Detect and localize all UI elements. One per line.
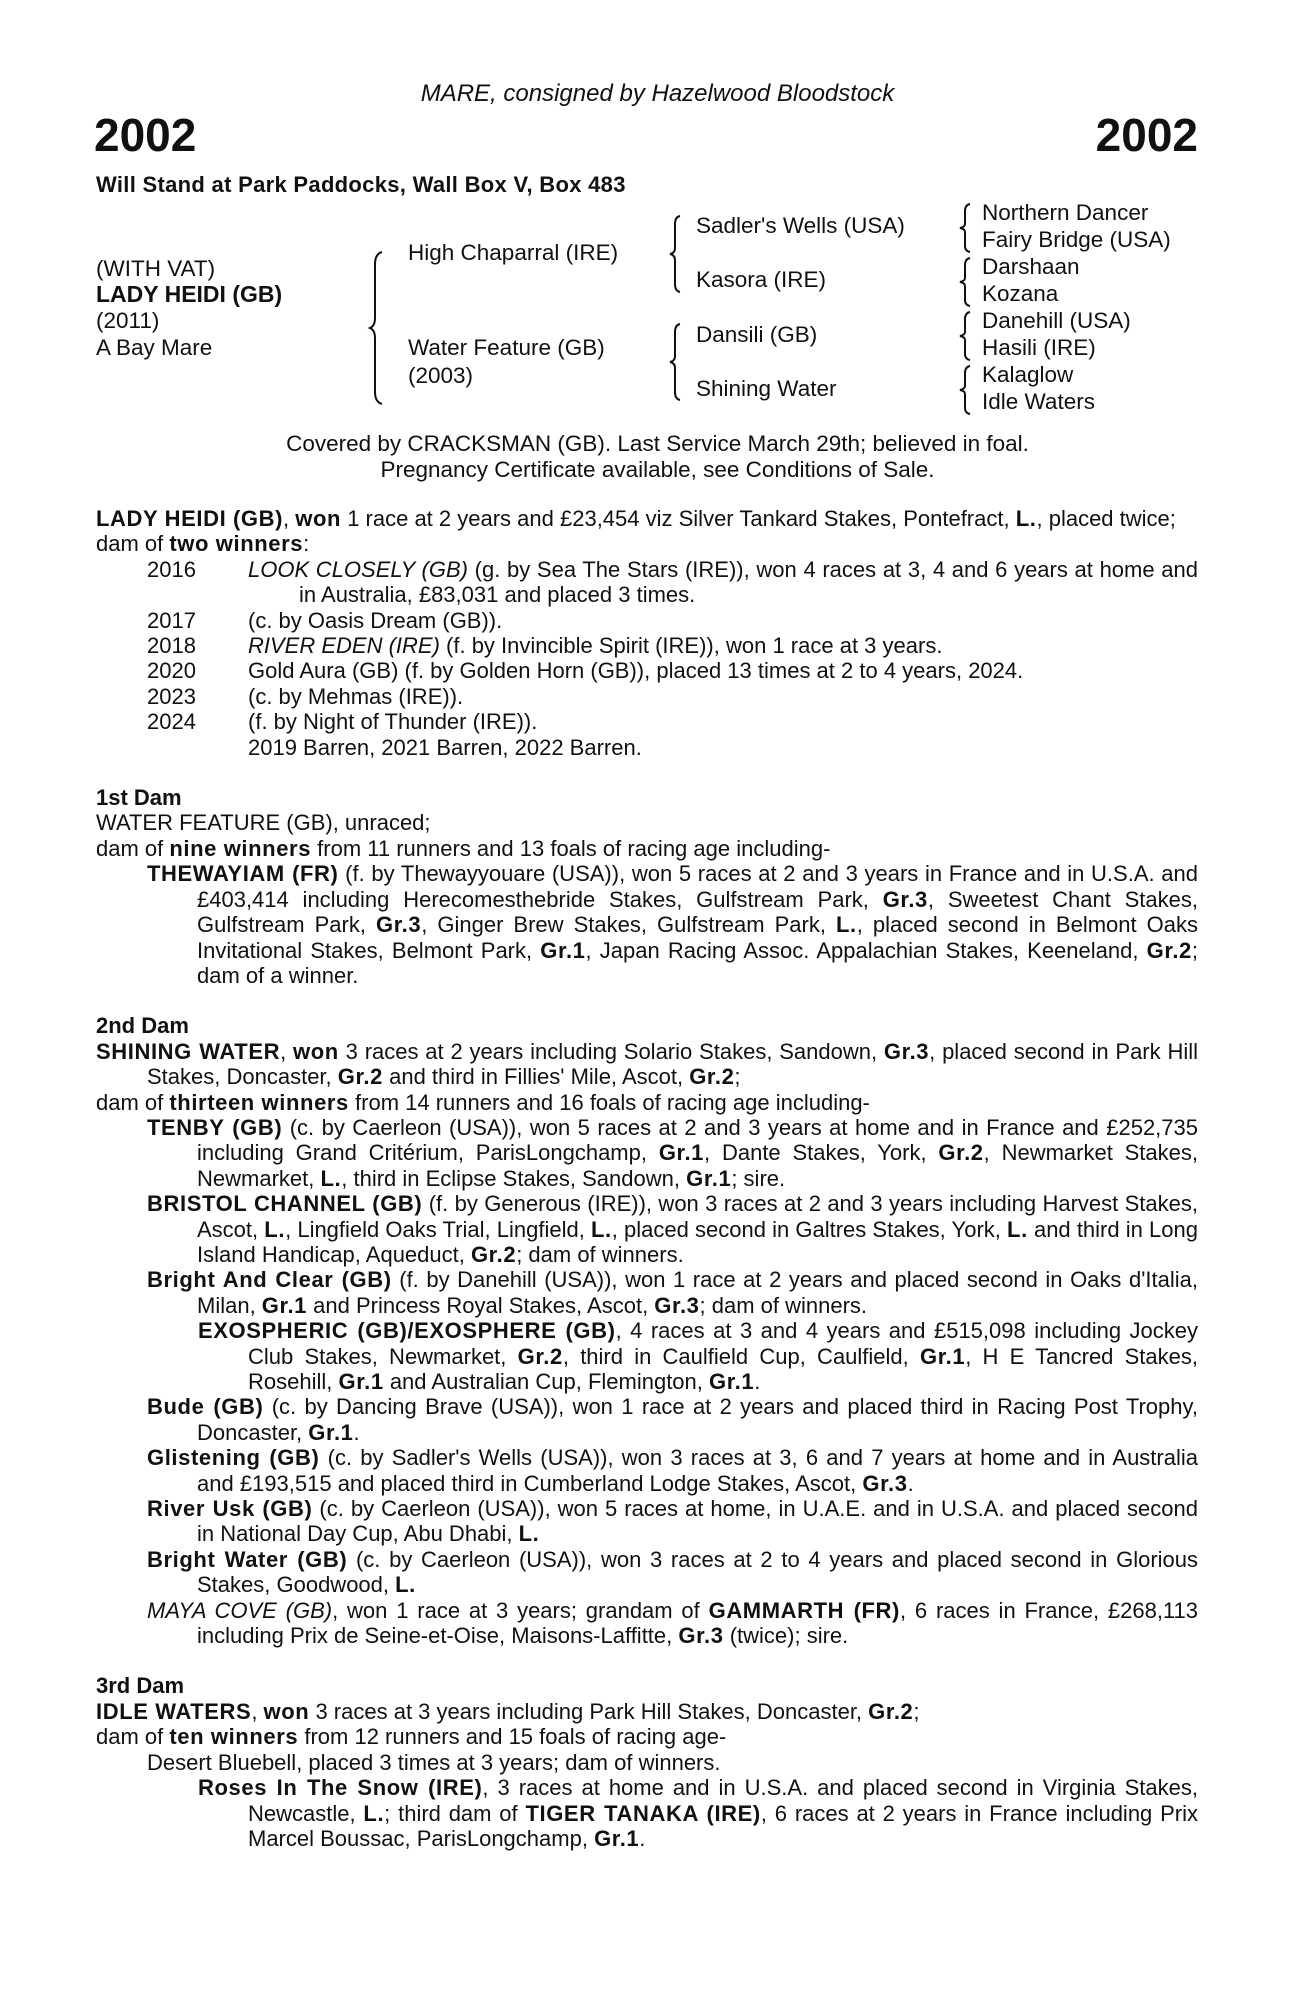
text: (f. by Danehill (USA)), won 1 race at 2 years and placed second in Oaks d'Italia, Milan, [197,1267,1198,1318]
text: dam of [96,835,170,861]
progeny-text [248,709,1198,734]
text: ; dam of winners. [516,1241,684,1267]
progeny-row [96,658,1198,683]
text: , 4 races at 3 and 4 years and £515,098 including Jockey Club Stakes, Newmarket, [248,1318,1198,1369]
text: (f. by Invincible Spirit (IRE)), won 1 race at 3 years. [439,633,943,659]
text: . [639,1825,646,1851]
bold-text: Gr.2 [470,1241,517,1267]
dam-sire: Dansili (GB) [696,322,818,347]
progeny-year: 2020 [147,658,196,684]
bold-text: Bright And Clear (GB) [147,1267,392,1293]
lot-number-right: 2002 [1095,109,1198,161]
bold-text: Roses In The Snow (IRE) [198,1775,483,1801]
produce-entry [96,1394,1198,1445]
ancestor-dsd: Hasili (IRE) [982,335,1096,360]
vat-note: (WITH VAT) [96,256,216,281]
progeny-year [96,735,248,760]
pedigree-brace-dam [668,322,682,402]
text: (f. by Thewayyouare (USA)), won 5 races at 2 and 3 years in France and in U.S.A. and £403,414 including Herecomesthebride Stakes, Gulfstream Park, [197,861,1198,912]
bold-text: Gr.1 [709,1369,755,1394]
text: , Ginger Brew Stakes, Gulfstream Park, [421,912,836,938]
text: , [251,1698,264,1724]
text: , Newmarket Stakes, Newmarket, [197,1140,1199,1191]
lot-number-left: 2002 [94,109,197,161]
text: . [907,1470,914,1496]
produce-entry [96,1191,1198,1267]
text: and third in Fillies' Mile, Ascot, [382,1064,690,1090]
pedigree-paragraph [96,1090,1198,1115]
pedigree-brace-sire [668,214,682,294]
bold-text: Gr.1 [308,1419,354,1445]
progeny-text [248,684,1198,709]
produce-entry [96,1598,1198,1649]
sire-dam: Kasora (IRE) [696,267,827,292]
bold-text: Gr.3 [654,1292,700,1318]
text: 3 races at 3 years including Park Hill Stakes, Doncaster, [309,1698,869,1724]
pedigree-paragraph [96,810,1198,835]
text: (c. by Caerleon (USA)), won 5 races at 2 and 3 years at home and in France and £252,735 including Grand Critérium, ParisLongchamp, [197,1114,1198,1166]
progeny-year: 2023 [147,683,196,709]
bold-text: Glistening (GB) [147,1445,320,1471]
text: , placed twice; [1036,506,1176,531]
dam-dam: Shining Water [696,376,837,401]
text: (c. by Caerleon (USA)), won 5 races at home, in U.A.E. and in U.S.A. and placed second in National Day Cup, Abu Dhabi, [197,1496,1198,1547]
progeny-text [248,633,1198,658]
bold-text: Gr.1 [338,1369,384,1394]
text: (c. by Caerleon (USA)), won 3 races at 2 to 4 years and placed second in Glorious Stakes, Goodwood, [197,1546,1199,1598]
bold-text: Gr.2 [938,1140,984,1166]
bold-text: Bude (GB) [147,1394,264,1420]
bold-text: Gr.3 [882,886,928,912]
bold-text: L. [320,1165,342,1191]
text: , 3 races at home and in U.S.A. and placed second in Virginia Stakes, Newcastle, [248,1775,1198,1826]
progeny-text [248,735,1198,760]
text: dam of [96,1089,170,1115]
text: ; third dam of [384,1800,526,1826]
italic-text: RIVER EDEN (IRE) [248,633,440,659]
ancestor-sds: Darshaan [982,254,1080,279]
pedigree-paragraph [96,1724,1198,1749]
bold-text: Gr.3 [862,1470,908,1496]
bold-text: Gr.2 [517,1343,563,1369]
text: from 14 runners and 16 foals of racing age including- [348,1089,870,1115]
text: , placed second in Belmont Oaks Invitational Stakes, Belmont Park, [197,912,1198,963]
bold-text: TIGER TANAKA (IRE) [525,1800,761,1826]
progeny-row [96,557,1198,608]
bold-text: two winners [169,531,304,557]
text: , placed second in Park Hill Stakes, Doncaster, [147,1038,1198,1090]
bold-text: BRISTOL CHANNEL (GB) [147,1191,423,1217]
produce-entry [96,1318,1198,1394]
ancestor-sdd: Kozana [982,281,1059,306]
text: , placed second in Galtres Stakes, York, [611,1216,1008,1242]
text: , [283,506,296,531]
text: , 6 races at 2 years in France including Prix Marcel Boussac, ParisLongchamp, [248,1800,1198,1851]
text: 2019 Barren, 2021 Barren, 2022 Barren. [248,734,642,760]
bold-text: ten winners [169,1724,299,1750]
text: , won 1 race at 3 years; grandam of [332,1597,709,1623]
sire: High Chaparral (IRE) [408,240,619,265]
horse-description: A Bay Mare [96,335,213,360]
text: (twice); sire. [723,1623,849,1649]
text: , [280,1038,294,1064]
text: ; dam of winners. [699,1292,868,1318]
pedigree-paragraph [96,506,1198,531]
italic-text: MAYA COVE (GB) [147,1597,333,1623]
section-heading [96,1013,1198,1038]
produce-entry [96,1267,1198,1318]
pedigree-paragraph [96,836,1198,861]
bold-text: THEWAYIAM (FR) [147,861,339,887]
bold-text: Gr.3 [376,912,422,938]
text: . [754,1369,761,1394]
text: ; [734,1064,741,1090]
bold-text: L. [518,1521,540,1547]
bold-text: Gr.1 [686,1165,732,1191]
text: (f. by Night of Thunder (IRE)). [248,709,538,735]
produce-entry [96,1496,1198,1547]
text: , Sweetest Chant Stakes, Gulfstream Park, [197,886,1198,938]
bold-text: L. [395,1572,416,1598]
bold-text: Gr.3 [678,1623,724,1649]
text: (c. by Sadler's Wells (USA)), won 3 races at 3, 6 and 7 years at home and in Australia and £193,515 and placed third in Cumberland Lodge Stakes, Ascot, [197,1445,1198,1496]
covering-note [0,431,1315,482]
bold-text: Gr.1 [920,1343,966,1369]
text: 2nd Dam [96,1013,189,1039]
text: 3 races at 2 years including Solario Stakes, Sandown, [338,1038,884,1064]
ancestor-dss: Danehill (USA) [982,308,1131,333]
text: 3rd Dam [96,1673,185,1699]
text: , H E Tancred Stakes, Rosehill, [248,1343,1199,1394]
text: WATER FEATURE (GB), unraced; [96,810,431,836]
text: , Lingfield Oaks Trial, Lingfield, [285,1216,591,1242]
bold-text: thirteen winners [169,1089,349,1115]
text: ; sire. [731,1165,786,1191]
pedigree-paragraph [96,1039,1198,1090]
bold-text: Gr.1 [658,1140,705,1166]
bold-text: won [295,506,342,531]
produce-entry [96,1750,1198,1775]
text: , third in Eclipse Stakes, Sandown, [341,1165,687,1191]
bold-text: Gr.1 [540,937,586,963]
produce-entry [96,1547,1198,1598]
bold-text: TENBY (GB) [147,1114,283,1140]
text: Desert Bluebell, placed 3 times at 3 years; dam of winners. [147,1749,721,1775]
pedigree-braces-ancestors [958,202,972,417]
text: (c. by Dancing Brave (USA)), won 1 race at 2 years and placed third in Racing Post Trophy, Doncaster, [197,1394,1198,1445]
bold-text: L. [590,1216,612,1242]
bold-text: Gr.2 [689,1064,735,1090]
bold-text: won [263,1698,310,1724]
bold-text: nine winners [169,835,312,861]
ancestor-ddd: Idle Waters [982,389,1095,414]
horse-year: (2011) [96,308,160,333]
progeny-row [96,735,1198,760]
text: and Australian Cup, Flemington, [383,1369,709,1394]
section-heading [96,1673,1198,1698]
text: (f. by Generous (IRE)), won 3 races at 2 and 3 years including Harvest Stakes, Ascot, [197,1191,1198,1242]
consignor-line: MARE, consigned by Hazelwood Bloodstock [420,80,895,107]
text: dam of [96,1724,170,1750]
horse-name: LADY HEIDI (GB) [96,281,283,307]
bold-text: IDLE WATERS [96,1698,252,1724]
text: and Princess Royal Stakes, Ascot, [307,1292,655,1318]
bold-text: L. [1007,1216,1028,1242]
text: ; dam of a winner. [197,937,1198,988]
bold-text: L. [363,1800,385,1826]
produce-entry [96,861,1198,988]
bold-text: Gr.3 [883,1038,930,1064]
bold-text: GAMMARTH (FR) [708,1597,900,1623]
produce-entry [96,1775,1198,1851]
catalogue-body [96,506,1198,1851]
text: 1 race at 2 years and £23,454 viz Silver Tankard Stakes, Pontefract, [341,506,1016,531]
bold-text: SHINING WATER [96,1038,281,1064]
progeny-year: 2017 [147,607,196,633]
italic-text: LOOK CLOSELY (GB) [248,556,468,582]
progeny-row [96,608,1198,633]
text: , third in Caulfield Cup, Caulfield, [562,1343,920,1369]
progeny-text [248,557,1198,608]
text: . [353,1419,360,1445]
bold-text: LADY HEIDI (GB) [96,506,284,531]
pregnancy-line: Pregnancy Certificate available, see Conditions of Sale. [380,456,935,482]
pedigree-paragraph [96,1699,1198,1724]
covering-line: Covered by CRACKSMAN (GB). Last Service March 29th; believed in foal. [286,431,1029,456]
produce-entry [96,1115,1198,1191]
section-heading [96,785,1198,810]
text: , 6 races in France, £268,113 including Prix de Seine-et-Oise, Maisons-Laffitte, [197,1597,1199,1649]
bold-text: won [293,1038,339,1064]
bold-text: L. [264,1216,286,1242]
progeny-year: 2018 [147,633,196,659]
ancestor-ssd: Fairy Bridge (USA) [982,227,1171,252]
text: 1st Dam [96,785,182,811]
text: ; [913,1698,920,1724]
text: , Japan Racing Assoc. Appalachian Stakes, Keeneland, [585,937,1147,963]
text: dam of [96,531,170,557]
text: : [303,531,310,557]
progeny-year: 2016 [147,556,196,582]
text: from 11 runners and 13 foals of racing age including- [311,835,831,861]
text: Gold Aura (GB) (f. by Golden Horn (GB)), placed 13 times at 2 to 4 years, 2024. [248,658,1024,684]
bold-text: L. [836,912,857,938]
progeny-row [96,633,1198,658]
bold-text: L. [1015,506,1037,531]
pedigree-paragraph [96,531,1198,556]
bold-text: Gr.2 [1146,937,1192,963]
text: (c. by Mehmas (IRE)). [248,683,464,709]
ancestor-sss: Northern Dancer [982,200,1149,225]
text: from 12 runners and 15 foals of racing age- [298,1724,727,1750]
bold-text: Gr.2 [337,1064,383,1090]
dam: Water Feature (GB) [408,335,605,360]
bold-text: Bright Water (GB) [147,1546,348,1572]
bold-text: Gr.1 [594,1825,640,1851]
progeny-row [96,684,1198,709]
bold-text: EXOSPHERIC (GB)/EXOSPHERE (GB) [198,1318,616,1344]
bold-text: Gr.2 [868,1698,914,1724]
ancestor-dds: Kalaglow [982,362,1074,387]
progeny-text [248,658,1198,683]
bold-text: River Usk (GB) [147,1496,313,1522]
progeny-year: 2024 [147,709,196,735]
progeny-text [248,608,1198,633]
dam-year: (2003) [408,363,474,388]
text: (g. by Sea The Stars (IRE)), won 4 races at 3, 4 and 6 years at home and in Australia, £83,031 and placed 3 times. [299,556,1198,608]
progeny-row [96,709,1198,734]
text: , Dante Stakes, York, [704,1140,939,1166]
sire-sire: Sadler's Wells (USA) [696,213,905,238]
text: (c. by Oasis Dream (GB)). [248,607,503,633]
produce-entry [96,1445,1198,1496]
bold-text: Gr.1 [261,1292,308,1318]
text: and third in Long Island Handicap, Aqueduct, [197,1216,1198,1267]
pedigree-brace-main [368,250,384,406]
stabling-location: Will Stand at Park Paddocks, Wall Box V, Box 483 [96,172,626,197]
